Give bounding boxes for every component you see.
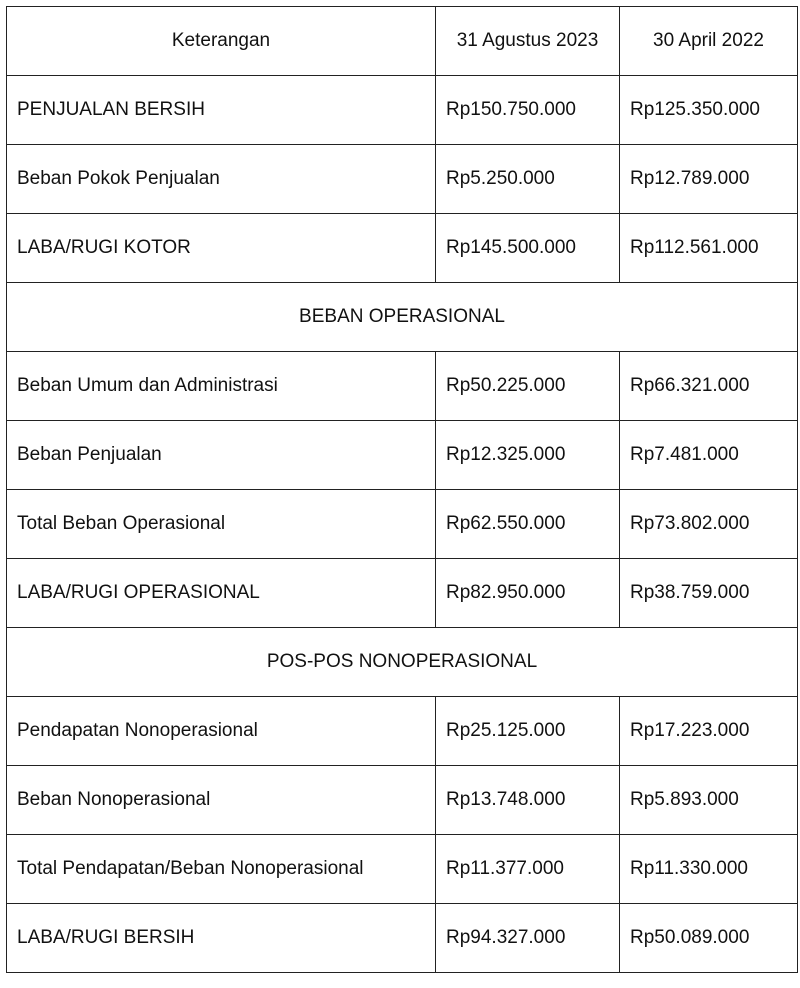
- table-row: [7, 559, 798, 628]
- table-row: [7, 766, 798, 835]
- value-2022: Rp112.561.000: [620, 214, 798, 283]
- value-2022: Rp12.789.000: [620, 145, 798, 214]
- section-title: POS-POS NONOPERASIONAL: [7, 628, 798, 697]
- table-row: [7, 352, 798, 421]
- table-row: [7, 835, 798, 904]
- value-2022: Rp66.321.000: [620, 352, 798, 421]
- table-row: [7, 697, 798, 766]
- row-label: PENJUALAN BERSIH: [7, 76, 436, 145]
- value-2023: Rp13.748.000: [436, 766, 620, 835]
- value-2023: Rp25.125.000: [436, 697, 620, 766]
- value-2022: Rp7.481.000: [620, 421, 798, 490]
- value-2023: Rp94.327.000: [436, 904, 620, 973]
- value-2023: Rp62.550.000: [436, 490, 620, 559]
- section-title: BEBAN OPERASIONAL: [7, 283, 798, 352]
- table-row: [7, 490, 798, 559]
- value-2023: Rp50.225.000: [436, 352, 620, 421]
- header-period-1: 31 Agustus 2023: [436, 7, 620, 76]
- value-2023: Rp11.377.000: [436, 835, 620, 904]
- row-label: Beban Penjualan: [7, 421, 436, 490]
- value-2022: Rp17.223.000: [620, 697, 798, 766]
- row-label: Beban Pokok Penjualan: [7, 145, 436, 214]
- row-label: Beban Umum dan Administrasi: [7, 352, 436, 421]
- table-row: [7, 214, 798, 283]
- value-2022: Rp5.893.000: [620, 766, 798, 835]
- value-2023: Rp145.500.000: [436, 214, 620, 283]
- value-2022: Rp38.759.000: [620, 559, 798, 628]
- value-2023: Rp150.750.000: [436, 76, 620, 145]
- row-label: Pendapatan Nonoperasional: [7, 697, 436, 766]
- table-row: [7, 76, 798, 145]
- value-2023: Rp5.250.000: [436, 145, 620, 214]
- header-row: [7, 7, 798, 76]
- header-keterangan: Keterangan: [7, 7, 436, 76]
- row-label: LABA/RUGI OPERASIONAL: [7, 559, 436, 628]
- row-label: Total Pendapatan/Beban Nonoperasional: [7, 835, 436, 904]
- value-2022: Rp11.330.000: [620, 835, 798, 904]
- income-statement-table: [6, 6, 798, 973]
- value-2022: Rp125.350.000: [620, 76, 798, 145]
- table-row: [7, 904, 798, 973]
- header-period-2: 30 April 2022: [620, 7, 798, 76]
- row-label: LABA/RUGI BERSIH: [7, 904, 436, 973]
- value-2022: Rp50.089.000: [620, 904, 798, 973]
- section-row: [7, 283, 798, 352]
- value-2023: Rp12.325.000: [436, 421, 620, 490]
- row-label: Total Beban Operasional: [7, 490, 436, 559]
- value-2023: Rp82.950.000: [436, 559, 620, 628]
- section-row: [7, 628, 798, 697]
- table-row: [7, 421, 798, 490]
- table-body: [7, 7, 798, 973]
- table-row: [7, 145, 798, 214]
- row-label: LABA/RUGI KOTOR: [7, 214, 436, 283]
- row-label: Beban Nonoperasional: [7, 766, 436, 835]
- value-2022: Rp73.802.000: [620, 490, 798, 559]
